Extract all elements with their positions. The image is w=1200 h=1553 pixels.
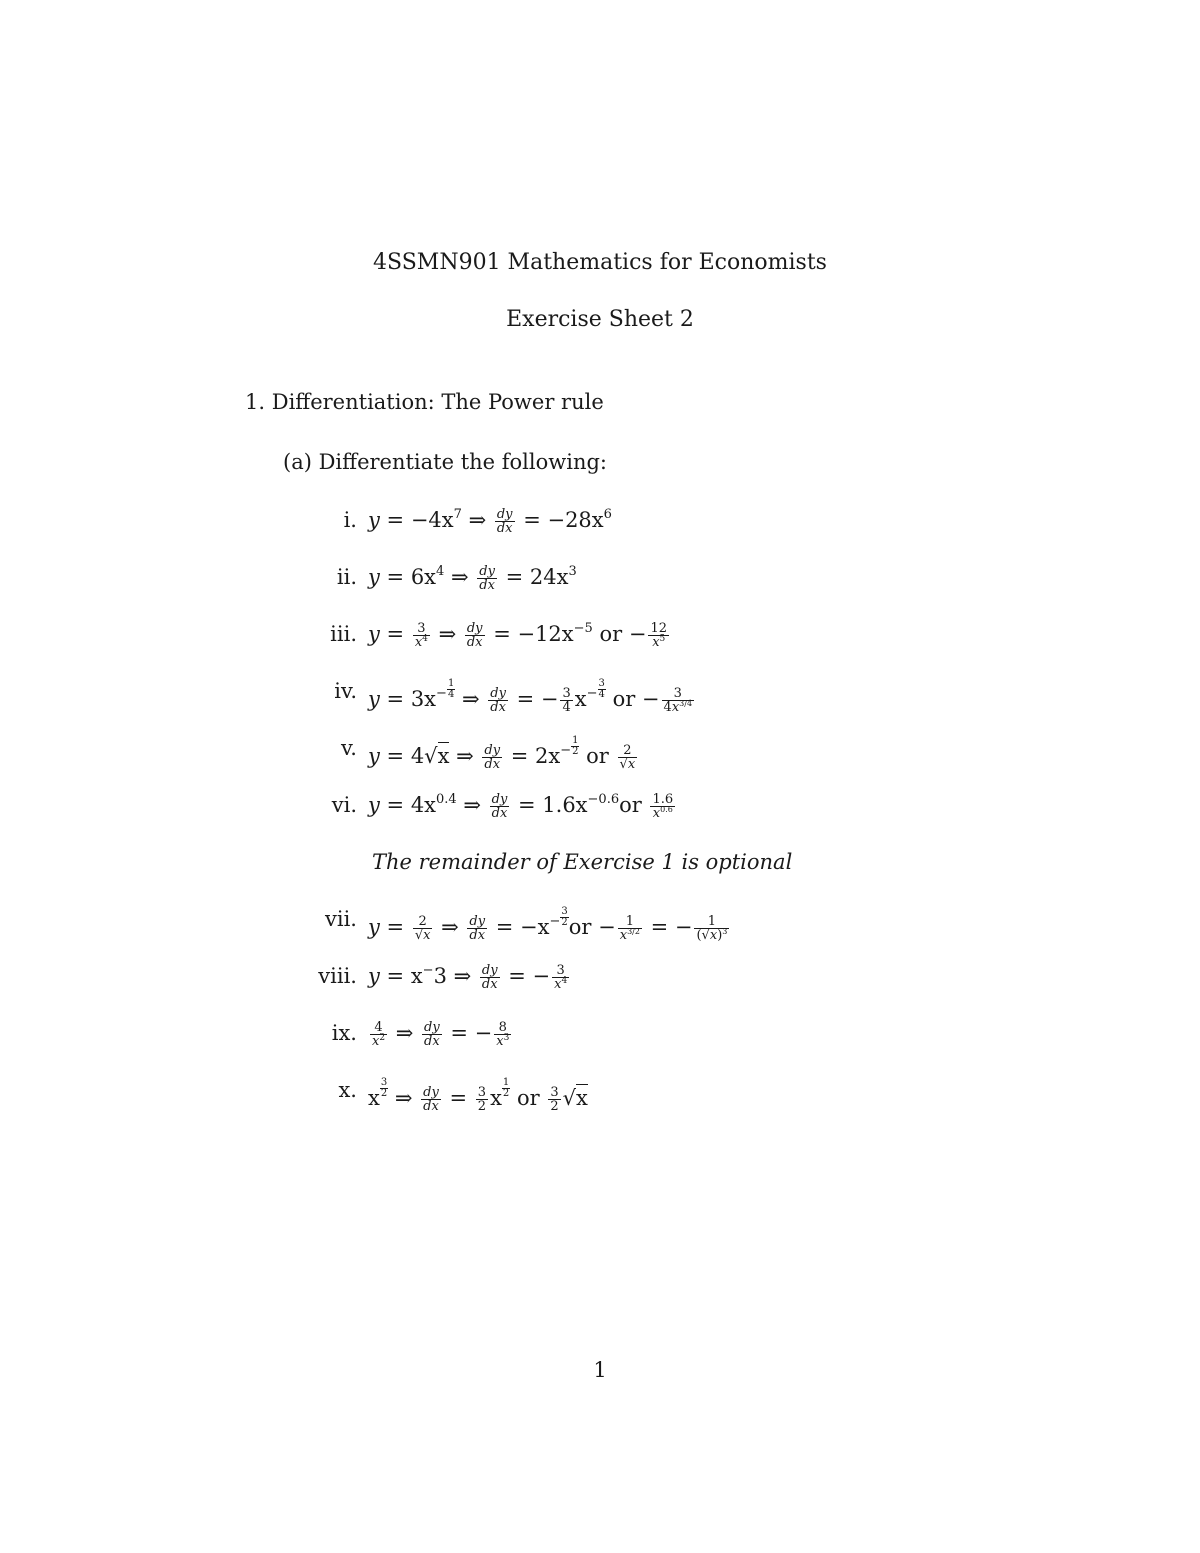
- subsection-marker: (a): [283, 450, 312, 474]
- item-equation: y = x−3 ⇒ $\frac{dy}{dx}$ = − $\frac{3}{x^4}$: [368, 963, 568, 992]
- item-marker: i.: [343, 508, 357, 532]
- item-marker: ix.: [331, 1021, 357, 1045]
- item-equation: y = $\frac{2}{√x}$ ⇒ $\frac{dy}{dx}$ = −x− $\frac{3}{2}$ or − $\frac{1}{x^{3/2}}$ = − $\frac{1}{(√x)^3}$: [368, 906, 728, 943]
- item-equation: y = $\frac{3}{x^4}$ ⇒ $\frac{dy}{dx}$ = $-12x^{-5}$ or − $\frac{12}{x^5}$: [368, 621, 667, 650]
- course-title: 4SSMN901 Mathematics for Economists: [373, 250, 827, 275]
- item-equation: $\frac{4}{x^2}$ ⇒ $\frac{dy}{dx}$ = − $\frac{8}{x^3}$: [372, 1020, 510, 1049]
- sheet-title: Exercise Sheet 2: [506, 307, 694, 332]
- item-equation: $y = -4x^7$ ⇒ $\frac{dy}{dx}$ = $-28x^6$: [368, 507, 612, 536]
- item-marker: iv.: [334, 679, 357, 703]
- item-marker: vi.: [331, 793, 357, 817]
- item-marker: ii.: [336, 565, 357, 589]
- section-heading: [245, 390, 604, 414]
- item-marker: x.: [338, 1078, 357, 1102]
- item-marker: iii.: [330, 622, 357, 646]
- item-marker: viii.: [318, 964, 357, 988]
- item-equation: y = 3x− $\frac{1}{4}$ ⇒ $\frac{dy}{dx}$ = − $\frac{3}{4}$ x− $\frac{3}{4}$ or − $\frac{3}{4x^{3/4}}$: [368, 678, 693, 715]
- item-equation: $y = 6x^4$ ⇒ $\frac{dy}{dx}$ = $24x^3$: [368, 564, 577, 593]
- item-marker: vii.: [325, 907, 357, 931]
- page-number: 1: [593, 1358, 607, 1382]
- subsection-instruction: Differentiate the following:: [318, 450, 607, 474]
- subsection-heading: [283, 450, 607, 474]
- section-title: Differentiation: The Power rule: [271, 390, 604, 414]
- item-marker: v.: [340, 736, 357, 760]
- section-number: 1.: [245, 390, 266, 414]
- item-equation: x $\frac{3}{2}$ ⇒ $\frac{dy}{dx}$ = $\frac{3}{2}$ x $\frac{1}{2}$ or $\frac{3}{2}$ √x: [368, 1077, 588, 1114]
- item-equation: $y = 4x^{0.4}$ ⇒ $\frac{dy}{dx}$ = $1.6x^{-0.6}or$ $\frac{1.6}{x^{0.6}}$: [368, 792, 674, 821]
- optional-note: The remainder of Exercise 1 is optional: [372, 850, 793, 874]
- item-equation: y = 4√x ⇒ $\frac{dy}{dx}$ = 2x− $\frac{1}{2}$ or $\frac{2}{√x}$: [368, 735, 636, 772]
